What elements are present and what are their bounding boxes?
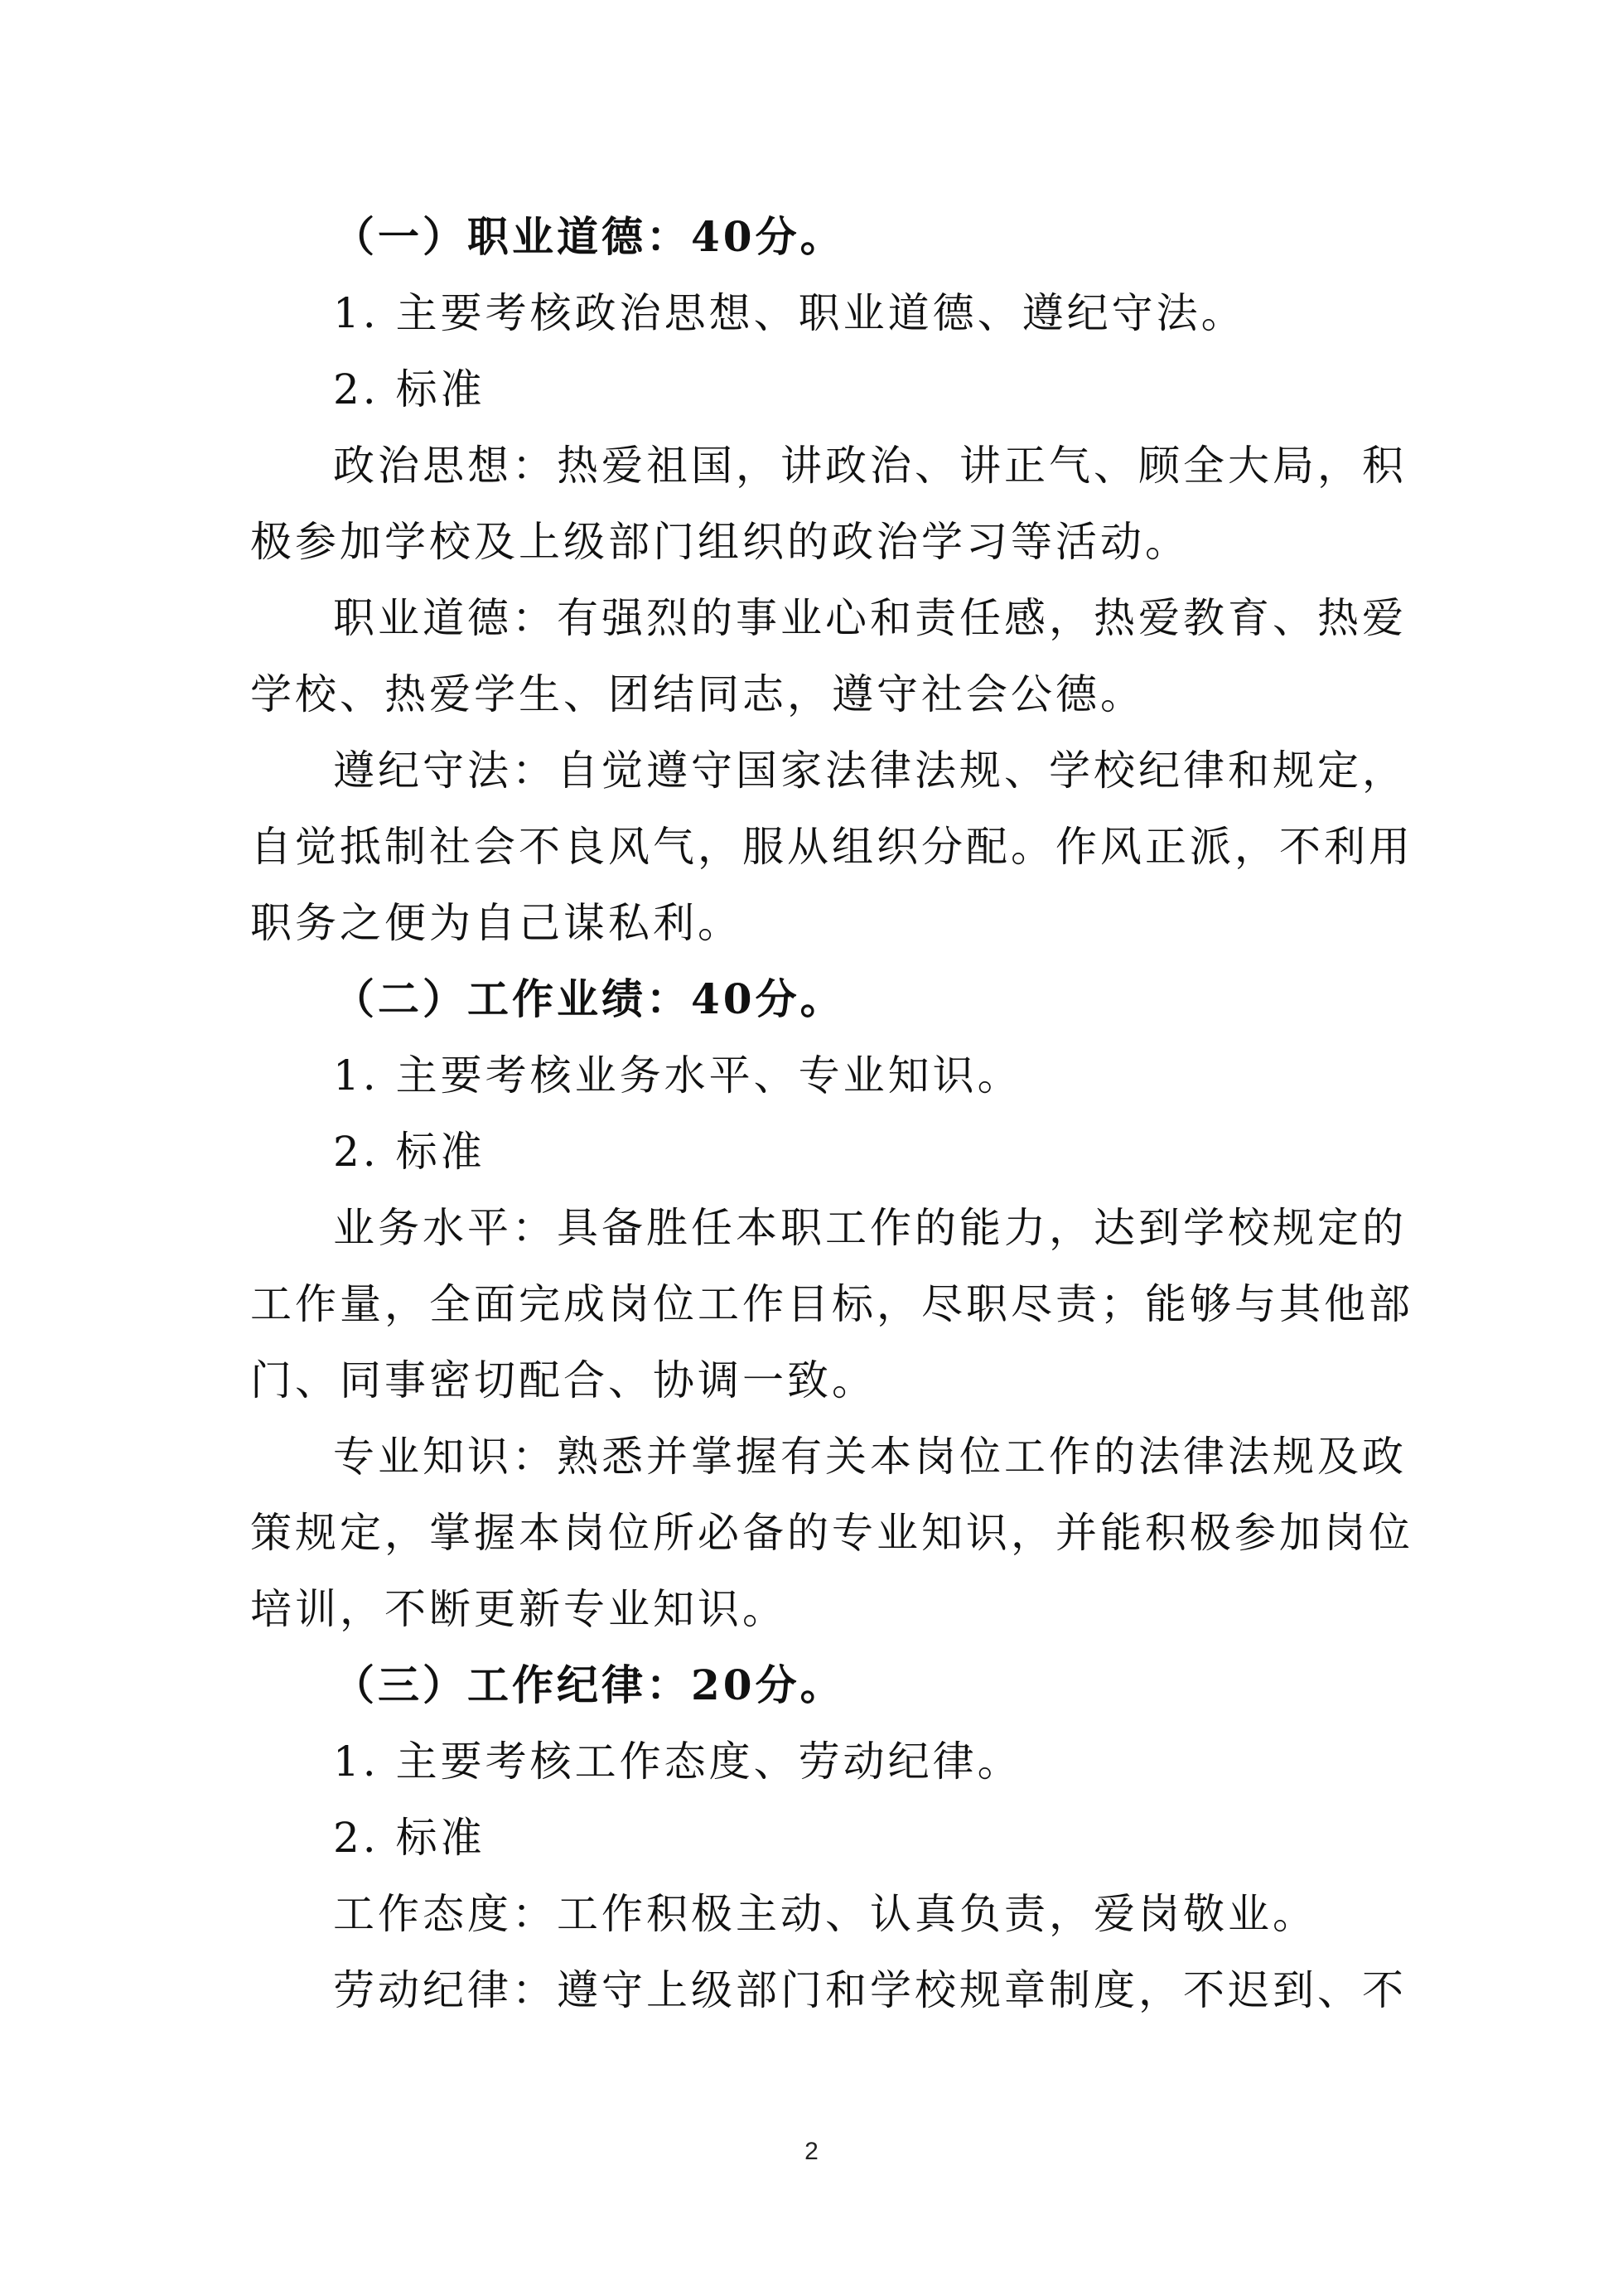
page-number: 2 xyxy=(804,2138,819,2165)
paragraph-line: 2. 标准 xyxy=(333,1814,485,1862)
paragraph-line: 1. 主要考核业务水平、专业知识。 xyxy=(333,1051,1022,1100)
paragraph-line: 工作量，全面完成岗位工作目标，尽职尽责；能够与其他部 xyxy=(250,1280,1413,1328)
paragraph-line: 工作态度：工作积极主动、认真负责，爱岗敬业。 xyxy=(333,1890,1317,1938)
paragraph-line: 自觉抵制社会不良风气，服从组织分配。作风正派，不利用 xyxy=(250,823,1413,871)
paragraph-line: 遵纪守法：自觉遵守国家法律法规、学校纪律和规定， xyxy=(333,747,1407,795)
paragraph-line: 1. 主要考核工作态度、劳动纪律。 xyxy=(333,1738,1022,1786)
paragraph-line: 门、同事密切配合、协调一致。 xyxy=(250,1356,877,1404)
section-heading-2: （二）工作业绩：40分。 xyxy=(333,974,845,1023)
paragraph-line: 政治思想：热爱祖国，讲政治、讲正气、顾全大局，积 xyxy=(333,442,1407,490)
paragraph-line: 劳动纪律：遵守上级部门和学校规章制度，不迟到、不 xyxy=(333,1966,1407,2014)
paragraph-line: 极参加学校及上级部门组织的政治学习等活动。 xyxy=(250,518,1190,566)
paragraph-line: 业务水平：具备胜任本职工作的能力，达到学校规定的 xyxy=(333,1204,1407,1252)
paragraph-line: 职业道德：有强烈的事业心和责任感，热爱教育、热爱 xyxy=(333,594,1407,642)
section-heading-3: （三）工作纪律：20分。 xyxy=(333,1660,845,1709)
paragraph-line: 学校、热爱学生、团结同志，遵守社会公德。 xyxy=(250,670,1145,718)
paragraph-line: 2. 标准 xyxy=(333,365,485,413)
paragraph-line: 1. 主要考核政治思想、职业道德、遵纪守法。 xyxy=(333,289,1246,337)
section-heading-1: （一）职业道德：40分。 xyxy=(333,212,845,261)
paragraph-line: 培训，不断更新专业知识。 xyxy=(250,1585,787,1633)
paragraph-line: 2. 标准 xyxy=(333,1128,485,1176)
paragraph-line: 专业知识：熟悉并掌握有关本岗位工作的法律法规及政 xyxy=(333,1433,1407,1481)
paragraph-line: 策规定，掌握本岗位所必备的专业知识，并能积极参加岗位 xyxy=(250,1509,1413,1557)
document-body xyxy=(250,199,1413,2028)
paragraph-line: 职务之便为自己谋私利。 xyxy=(250,899,742,947)
